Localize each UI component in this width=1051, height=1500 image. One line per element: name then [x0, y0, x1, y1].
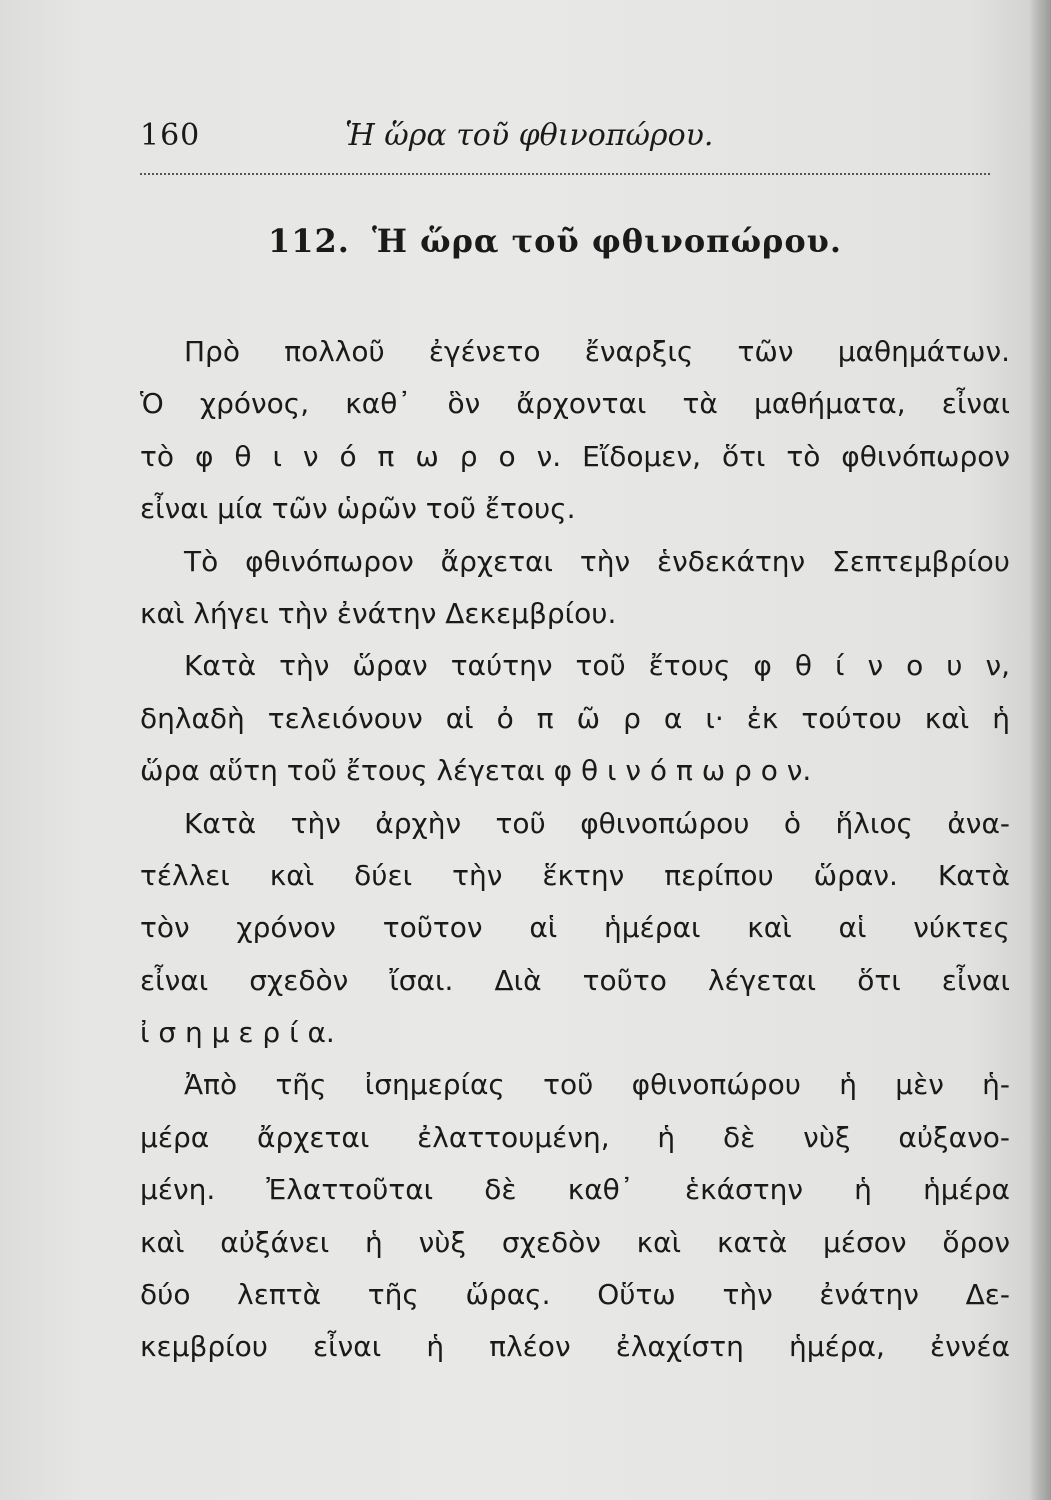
page-number: 160 [140, 118, 201, 153]
section-heading [268, 222, 842, 260]
text-line: καὶ λήγει τὴν ἐνάτην Δεκεμβρίου. [140, 596, 617, 630]
body-text [140, 326, 1010, 1374]
text-line: καὶ αὐξάνει ἡ νὺξ σχεδὸν καὶ κατὰ μέσον ὅρον [140, 1225, 1010, 1259]
text-line: Ὁ χρόνος, καθ᾽ ὃν ἄρχονται τὰ μαθήματα, εἶναι [140, 387, 1010, 421]
text-line: ὥρα αὕτη τοῦ ἔτους λέγεται φ θ ι ν ό π ω ρ ο ν. [140, 754, 812, 788]
header-divider [140, 173, 990, 175]
text-line: Τὸ φθινόπωρον ἄρχεται τὴν ἑνδεκάτην Σεπτεμβρίου [184, 544, 1010, 578]
text-line: Κατὰ τὴν ὥραν ταύτην τοῦ ἔτους φ θ ί ν ο υ ν, [184, 649, 1010, 683]
text-line: εἶναι σχεδὸν ἴσαι. Διὰ τοῦτο λέγεται ὅτι εἶναι [140, 963, 1010, 997]
running-head: Ἡ ὥρα τοῦ φθινοπώρου. [345, 118, 714, 153]
text-line: τὸν χρόνον τοῦτον αἱ ἡμέραι καὶ αἱ νύκτες [140, 911, 1010, 945]
text-line: ἰ σ η μ ε ρ ί α. [140, 1016, 335, 1050]
section-title: Ἡ ὥρα τοῦ φθινοπώρου. [371, 222, 843, 260]
text-line: δηλαδὴ τελειόνουν αἱ ὀ π ῶ ρ α ι· ἐκ τούτου καὶ ἡ [140, 701, 1010, 735]
text-line: τὸ φ θ ι ν ό π ω ρ ο ν. Εἴδομεν, ὅτι τὸ φθινόπωρον [140, 439, 1010, 473]
page-header [140, 112, 990, 162]
text-line: Ἀπὸ τῆς ἰσημερίας τοῦ φθινοπώρου ἡ μὲν ἡ- [184, 1068, 1010, 1102]
text-line: μέρα ἄρχεται ἐλαττουμένη, ἡ δὲ νὺξ αὐξανο- [140, 1120, 1010, 1154]
text-line: Πρὸ πολλοῦ ἐγένετο ἔναρξις τῶν μαθημάτων. [184, 335, 1010, 368]
text-line: κεμβρίου εἶναι ἡ πλέον ἐλαχίστη ἡμέρα, ἐννέα [140, 1330, 1010, 1364]
text-line: Κατὰ τὴν ἀρχὴν τοῦ φθινοπώρου ὁ ἥλιος ἀνα- [184, 806, 1010, 840]
text-line: δύο λεπτὰ τῆς ὥρας. Οὕτω τὴν ἐνάτην Δε- [140, 1278, 1010, 1312]
page-binding-edge [1029, 0, 1051, 1500]
section-number: 112. [268, 222, 350, 260]
text-line: τέλλει καὶ δύει τὴν ἕκτην περίπου ὥραν. Κατὰ [140, 858, 1010, 892]
text-line: μένη. Ἐλαττοῦται δὲ καθ᾽ ἑκάστην ἡ ἡμέρα [140, 1173, 1010, 1207]
text-line: εἶναι μία τῶν ὡρῶν τοῦ ἔτους. [140, 492, 576, 526]
